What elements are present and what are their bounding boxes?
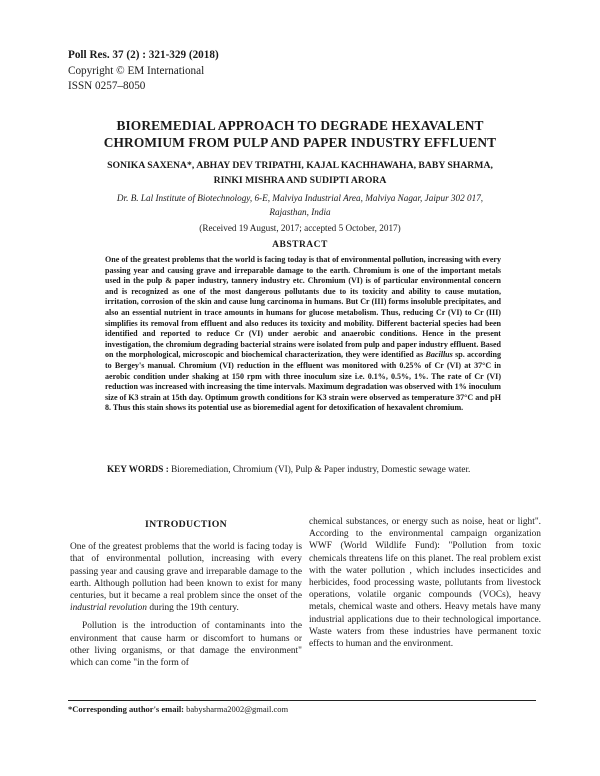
footnote-divider bbox=[68, 700, 536, 701]
intro-p1-italic: industrial revolution bbox=[70, 603, 147, 614]
footnote-email: babysharma2002@gmail.com bbox=[184, 704, 289, 714]
copyright: Copyright © EM International bbox=[68, 64, 205, 77]
authors-line-1: SONIKA SAXENA*, ABHAY DEV TRIPATHI, KAJAL KACHHAWAHA, BABY SHARMA, bbox=[107, 160, 493, 171]
journal-reference: Poll Res. 37 (2) : 321-329 (2018) bbox=[68, 49, 219, 61]
left-column bbox=[70, 516, 302, 669]
intro-p1-end: during the 19th century. bbox=[147, 603, 239, 614]
right-column bbox=[309, 516, 541, 650]
journal-info bbox=[68, 48, 219, 95]
footnote-label: *Corresponding author's email: bbox=[68, 704, 185, 714]
abstract-body bbox=[105, 255, 501, 414]
footnote bbox=[68, 704, 288, 714]
title-line-1: BIOREMEDIAL APPROACH TO DEGRADE HEXAVALENT bbox=[116, 118, 484, 133]
keywords-label: KEY WORDS : bbox=[107, 464, 169, 474]
authors-line-2: RINKI MISHRA AND SUDIPTI ARORA bbox=[213, 175, 387, 186]
affiliation bbox=[90, 192, 510, 219]
right-paragraph-1: chemical substances, or energy such as noise, heat or light". According to the environmental campaign organization WWF (World Wildlife Fund): "Pollution from toxic chemicals threatens life on this planet. The real problem exist with the water pollution , which includes insecticides and herbicides, food processing waste, pollutants from livestock operations, volatile organic compounds (VOCs), heavy metals, chemical waste and others. Heavy metals have many industrial applications due to their technological importance. Waste waters from these industries have permanent toxic effects to human and the environment. bbox=[309, 517, 541, 650]
abstract-genus: Bacillus bbox=[425, 350, 453, 360]
intro-paragraph-2: Pollution is the introduction of contaminants into the environment that cause harm or discomfort to humans or other living organisms, or that damage the environment" which can come "in the form of bbox=[70, 621, 302, 669]
title-line-2: CHROMIUM FROM PULP AND PAPER INDUSTRY EFFLUENT bbox=[103, 134, 497, 150]
received-dates: (Received 19 August, 2017; accepted 5 October, 2017) bbox=[199, 223, 401, 233]
affiliation-line-2: Rajasthan, India bbox=[269, 206, 331, 217]
affiliation-line-1: Dr. B. Lal Institute of Biotechnology, 6-E, Malviya Industrial Area, Malviya Nagar, Jaipur 302 017, bbox=[116, 193, 484, 203]
issn: ISSN 0257–8050 bbox=[68, 80, 146, 92]
abstract-text-2: sp. according to Bergey's manual. Chromium (VI) reduction in the effluent was monitored with 0.25% of Cr (VI) at 37°C in aerobic condition under shaking at 150 rpm with three inoculum size i.e. 0.1%, 0.5%, 1%. The rate of Cr (VI) reduction was increased with increasing the time intervals. Maximum degradation was observed with 1% inoculum size of K3 strain at 15th day. Optimum growth conditions for K3 strain were observed as temperature 37°C and pH 8. Thus this stain shows its potential use as bioremedial agent for detoxification of hexavalent chromium. bbox=[105, 350, 501, 413]
paper-title bbox=[60, 118, 540, 151]
keywords-text: Bioremediation, Chromium (VI), Pulp & Paper industry, Domestic sewage water. bbox=[171, 464, 471, 474]
keywords bbox=[107, 463, 505, 476]
intro-p1-text: One of the greatest problems that the world is facing today is that of environmental pollution, increasing with every passing year and causing grave and irreparable damage to the earth. Although pollution had been known to exist for many centuries, but it became a real problem since the onset of the bbox=[70, 542, 302, 602]
authors bbox=[60, 158, 540, 188]
abstract-text-1: One of the greatest problems that the world is facing today is that of environmental pollution, increasing with every passing year and causing grave and irreparable damage to the earth. Chromium is one of the important metals used in the pulp & paper industry, tannery industry etc. Chromium (VI) is of particular environmental concern and is recognized as one of the most dangerous pollutants due to its toxicity and ability to cause mutation, irritation, corrosion of the skin and cause lung carcinoma in humans. But Cr (III) forms insoluble precipitates, and also an essential nutrient in trace amounts in humans for glucose metabolism. Thus, reducing Cr (VI) to Cr (III) simplifies its removal from effluent and also reduces its toxicity and mobility. Different bacterial species had been identified and reported to reduce Cr (VI) under aerobic and anaerobic conditions. Hence in the present investigation, the chromium degrading bacterial strains were isolated from pulp and paper industry effluent. Based on the morphological, microscopic and biochemical characterization, they were identified as bbox=[105, 255, 501, 360]
introduction-heading: INTRODUCTION bbox=[145, 519, 227, 530]
abstract-heading: ABSTRACT bbox=[272, 240, 328, 250]
intro-paragraph-1 bbox=[70, 541, 302, 614]
